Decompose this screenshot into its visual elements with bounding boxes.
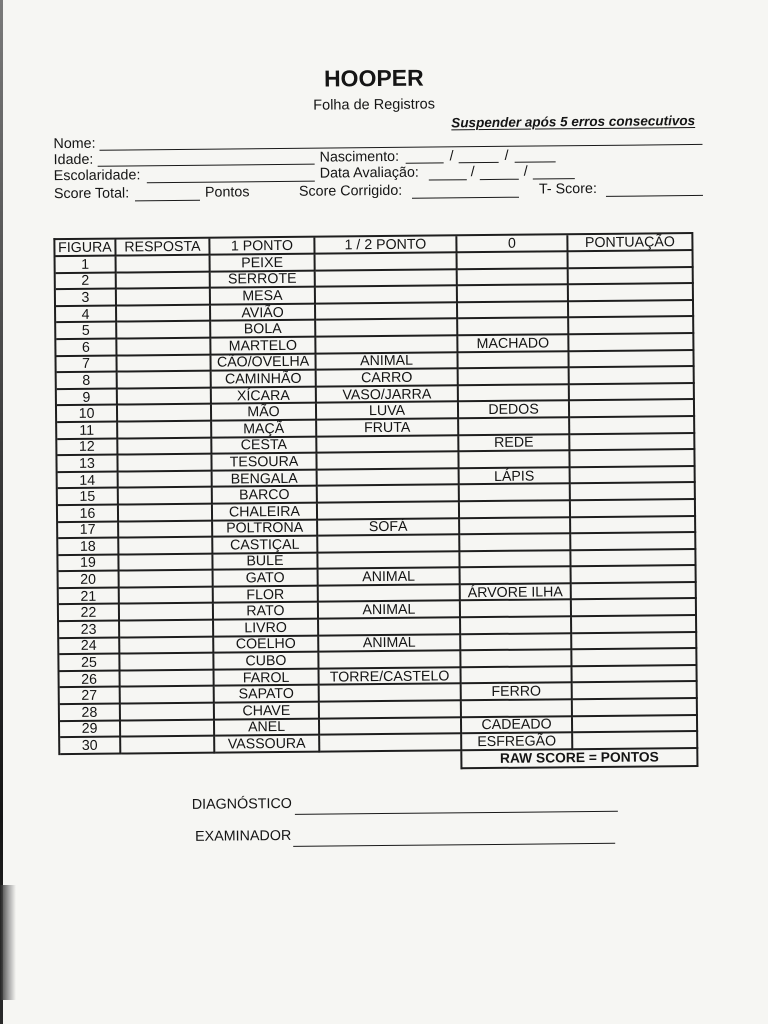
cell-um-ponto: COELHO [214, 636, 319, 654]
table-header-um-ponto: 1 PONTO [210, 238, 315, 256]
cell-um-ponto: VASSOURA [215, 736, 320, 754]
cell-meio-ponto [318, 502, 460, 520]
nascimento-year-field [515, 161, 556, 162]
cell-pontuacao [569, 351, 694, 369]
cell-meio-ponto [320, 718, 462, 736]
diagnostico-label: DIAGNÓSTICO [191, 796, 292, 814]
cell-zero-ponto [458, 285, 569, 303]
cell-resposta [118, 372, 212, 389]
cell-figura: 26 [60, 671, 121, 688]
score-corrigido-field [412, 197, 519, 199]
cell-resposta [120, 604, 214, 621]
table-header-pontuacao: PONTUAÇÃO [568, 234, 693, 252]
cell-zero-ponto [461, 617, 572, 635]
cell-um-ponto: RATO [214, 603, 319, 621]
cell-pontuacao [570, 367, 695, 385]
cell-figura: 19 [58, 555, 119, 572]
cell-zero-ponto [461, 634, 572, 652]
cell-pontuacao [569, 301, 694, 319]
cell-resposta [117, 305, 211, 322]
score-total-label: Score Total: [53, 185, 130, 203]
cell-figura: 27 [60, 688, 121, 705]
cell-zero-ponto [459, 368, 570, 386]
cell-pontuacao [571, 533, 696, 551]
cell-zero-ponto [460, 518, 571, 536]
cell-um-ponto: FAROL [215, 669, 320, 687]
cell-um-ponto: CAMINHÃO [212, 371, 317, 389]
cell-zero-ponto [460, 551, 571, 569]
cell-resposta [119, 521, 213, 538]
cell-um-ponto: FLOR [214, 587, 319, 605]
idade-field [98, 164, 315, 167]
cell-resposta [121, 670, 215, 687]
cell-resposta [121, 720, 215, 737]
cell-zero-ponto [459, 385, 570, 403]
cell-um-ponto: CASTIÇAL [213, 537, 318, 555]
cell-meio-ponto: ANIMAL [319, 602, 461, 620]
cell-meio-ponto: ANIMAL [316, 353, 458, 371]
cell-figura: 9 [57, 389, 118, 406]
cell-um-ponto: SAPATO [215, 686, 320, 704]
cell-meio-ponto [319, 585, 461, 603]
table-header-figura: FIGURA [55, 240, 116, 258]
cell-um-ponto: MAÇÃ [212, 421, 317, 439]
cell-um-ponto: SERROTE [211, 271, 316, 289]
cell-pontuacao [573, 732, 698, 750]
cell-pontuacao [573, 699, 698, 717]
data-avaliacao-label: Data Avaliação: [319, 164, 419, 182]
cell-figura: 20 [59, 572, 120, 589]
cell-zero-ponto [460, 485, 571, 503]
cell-zero-ponto [459, 418, 570, 436]
cell-zero-ponto [462, 667, 573, 685]
cell-pontuacao [569, 284, 694, 302]
cell-resposta [119, 488, 213, 505]
cell-figura: 13 [57, 456, 118, 473]
nome-field [100, 144, 703, 151]
cell-resposta [120, 621, 214, 638]
cell-zero-ponto: MACHADO [458, 335, 569, 353]
diagnostico-field [295, 811, 618, 815]
cell-um-ponto: MESA [211, 288, 316, 306]
cell-resposta [120, 588, 214, 605]
cell-figura: 7 [56, 356, 117, 373]
date-separator: / [470, 164, 475, 181]
t-score-label: T- Score: [538, 181, 597, 198]
cell-um-ponto: BENGALA [213, 470, 318, 488]
cell-figura: 18 [58, 539, 119, 556]
cell-meio-ponto: ANIMAL [319, 569, 461, 587]
cell-resposta [120, 637, 214, 654]
cell-pontuacao [570, 417, 695, 435]
document-subtitle: Folha de Registros [313, 96, 436, 114]
cell-pontuacao [572, 599, 697, 617]
cell-um-ponto: GATO [214, 570, 319, 588]
cell-zero-ponto [461, 601, 572, 619]
cell-resposta [119, 554, 213, 571]
cell-um-ponto: AVIÃO [211, 304, 316, 322]
cell-figura: 6 [56, 340, 117, 357]
cell-pontuacao [572, 633, 697, 651]
cell-um-ponto: CHAVE [215, 703, 320, 721]
cell-um-ponto: CESTA [212, 437, 317, 455]
cell-um-ponto: BOLA [211, 321, 316, 339]
cell-meio-ponto [318, 552, 460, 570]
cell-um-ponto: MARTELO [211, 338, 316, 356]
cell-resposta [117, 322, 211, 339]
cell-zero-ponto: DEDOS [459, 402, 570, 420]
cell-figura: 12 [57, 439, 118, 456]
cell-figura: 25 [59, 655, 120, 672]
cell-resposta [117, 355, 211, 372]
cell-meio-ponto [318, 535, 460, 553]
cell-resposta [121, 704, 215, 721]
cell-meio-ponto: VASO/JARRA [317, 386, 459, 404]
cell-resposta [118, 455, 212, 472]
table-header-resposta: RESPOSTA [116, 239, 210, 257]
cell-resposta [117, 339, 211, 356]
cell-resposta [117, 289, 211, 306]
score-total-field [135, 200, 200, 202]
cell-figura: 22 [59, 605, 120, 622]
cell-zero-ponto [459, 451, 570, 469]
cell-pontuacao [573, 716, 698, 734]
pontos-label: Pontos [204, 184, 250, 201]
cell-zero-ponto [460, 534, 571, 552]
cell-resposta [118, 422, 212, 439]
cell-pontuacao [569, 317, 694, 335]
cell-meio-ponto [317, 436, 459, 454]
cell-meio-ponto [319, 618, 461, 636]
nome-label: Nome: [53, 135, 96, 153]
cell-meio-ponto [320, 685, 462, 703]
cell-meio-ponto [316, 303, 458, 321]
cell-figura: 15 [58, 489, 119, 506]
cell-um-ponto: MÃO [212, 404, 317, 422]
cell-figura: 14 [58, 472, 119, 489]
cell-zero-ponto: CADEADO [462, 717, 573, 735]
cell-pontuacao [570, 384, 695, 402]
data-avaliacao-month-field [480, 179, 519, 180]
cell-meio-ponto [316, 286, 458, 304]
cell-um-ponto: BARCO [213, 487, 318, 505]
cell-resposta [119, 505, 213, 522]
nascimento-day-field [406, 162, 444, 163]
cell-pontuacao [571, 500, 696, 518]
cell-meio-ponto [316, 320, 458, 338]
date-separator: / [449, 147, 454, 164]
cell-figura: 4 [56, 306, 117, 323]
cell-resposta [118, 405, 212, 422]
cell-figura: 8 [57, 373, 118, 390]
cell-pontuacao [572, 616, 697, 634]
data-avaliacao-day-field [429, 179, 467, 180]
cell-zero-ponto: ESFREGÃO [462, 733, 573, 751]
examinador-label: EXAMINADOR [195, 828, 292, 846]
raw-score-box: RAW SCORE = PONTOS [460, 749, 698, 769]
cell-meio-ponto [316, 336, 458, 354]
escolaridade-label: Escolaridade: [53, 167, 141, 185]
escolaridade-field [147, 181, 315, 184]
cell-resposta [119, 471, 213, 488]
cell-pontuacao [571, 483, 696, 501]
cell-pontuacao [572, 649, 697, 667]
idade-label: Idade: [53, 151, 94, 168]
score-table [53, 232, 698, 755]
cell-figura: 1 [56, 257, 117, 274]
nascimento-label: Nascimento: [319, 148, 400, 166]
nascimento-month-field [459, 162, 499, 163]
cell-resposta [119, 538, 213, 555]
cell-pontuacao [571, 467, 696, 485]
cell-zero-ponto [458, 252, 569, 270]
cell-um-ponto: TESOURA [212, 454, 317, 472]
cell-um-ponto: ANEL [215, 719, 320, 737]
cell-pontuacao [572, 666, 697, 684]
cell-meio-ponto: LUVA [317, 403, 459, 421]
cell-um-ponto: CUBO [214, 653, 319, 671]
cell-pontuacao [573, 682, 698, 700]
cell-figura: 16 [58, 505, 119, 522]
cell-meio-ponto: FRUTA [317, 419, 459, 437]
cell-pontuacao [570, 434, 695, 452]
cell-resposta [120, 571, 214, 588]
cell-zero-ponto [460, 501, 571, 519]
cell-meio-ponto [317, 452, 459, 470]
cell-figura: 23 [59, 622, 120, 639]
cell-meio-ponto [320, 701, 462, 719]
cell-figura: 29 [60, 721, 121, 738]
cell-zero-ponto [458, 319, 569, 337]
cell-figura: 28 [60, 705, 121, 722]
cell-meio-ponto [320, 734, 462, 752]
suspension-instruction: Suspender após 5 erros consecutivos [451, 112, 696, 131]
cell-meio-ponto [316, 270, 458, 288]
cell-resposta [121, 687, 215, 704]
cell-pontuacao [570, 450, 695, 468]
date-separator: / [504, 147, 509, 164]
cell-zero-ponto: REDE [459, 435, 570, 453]
cell-zero-ponto [458, 352, 569, 370]
cell-zero-ponto [458, 269, 569, 287]
cell-resposta [121, 737, 215, 754]
cell-zero-ponto [461, 567, 572, 585]
cell-zero-ponto: LÁPIS [460, 468, 571, 486]
cell-pontuacao [569, 268, 694, 286]
cell-meio-ponto: TORRE/CASTELO [320, 668, 462, 686]
examinador-field [293, 843, 615, 847]
cell-zero-ponto: FERRO [462, 684, 573, 702]
cell-figura: 11 [57, 422, 118, 439]
cell-zero-ponto [461, 650, 572, 668]
cell-meio-ponto [318, 469, 460, 487]
cell-um-ponto: XÍCARA [212, 387, 317, 405]
cell-meio-ponto [319, 652, 461, 670]
cell-pontuacao [569, 251, 694, 269]
cell-pontuacao [570, 400, 695, 418]
cell-zero-ponto [462, 700, 573, 718]
cell-figura: 10 [57, 406, 118, 423]
table-header-meio-ponto: 1 / 2 PONTO [315, 236, 457, 254]
cell-figura: 5 [56, 323, 117, 340]
cell-pontuacao [572, 583, 697, 601]
cell-figura: 2 [56, 273, 117, 290]
cell-figura: 17 [58, 522, 119, 539]
cell-resposta [117, 272, 211, 289]
cell-um-ponto: LIVRO [214, 620, 319, 638]
cell-um-ponto: CHALEIRA [213, 504, 318, 522]
cell-pontuacao [569, 334, 694, 352]
cell-resposta [118, 438, 212, 455]
cell-um-ponto: PEIXE [211, 255, 316, 273]
score-corrigido-label: Score Corrigido: [298, 182, 403, 200]
cell-um-ponto: POLTRONA [213, 520, 318, 538]
cell-zero-ponto: ÁRVORE ILHA [461, 584, 572, 602]
cell-pontuacao [572, 566, 697, 584]
cell-figura: 30 [60, 738, 121, 755]
cell-figura: 21 [59, 588, 120, 605]
cell-resposta [118, 388, 212, 405]
cell-figura: 3 [56, 290, 117, 307]
data-avaliacao-year-field [533, 178, 575, 179]
t-score-field [606, 195, 703, 197]
document-title: HOOPER [323, 64, 424, 92]
cell-pontuacao [571, 550, 696, 568]
cell-meio-ponto: SOFÁ [318, 519, 460, 537]
cell-figura: 24 [59, 638, 120, 655]
table-header-zero-ponto: 0 [457, 235, 568, 253]
cell-zero-ponto [458, 302, 569, 320]
cell-meio-ponto: ANIMAL [319, 635, 461, 653]
cell-meio-ponto [316, 253, 458, 271]
cell-pontuacao [571, 517, 696, 535]
cell-resposta [117, 256, 211, 273]
cell-um-ponto: BULE [213, 553, 318, 571]
date-separator: / [523, 163, 528, 180]
cell-um-ponto: CÃO/OVELHA [211, 354, 316, 372]
cell-meio-ponto [318, 486, 460, 504]
cell-resposta [120, 654, 214, 671]
cell-meio-ponto: CARRO [317, 369, 459, 387]
